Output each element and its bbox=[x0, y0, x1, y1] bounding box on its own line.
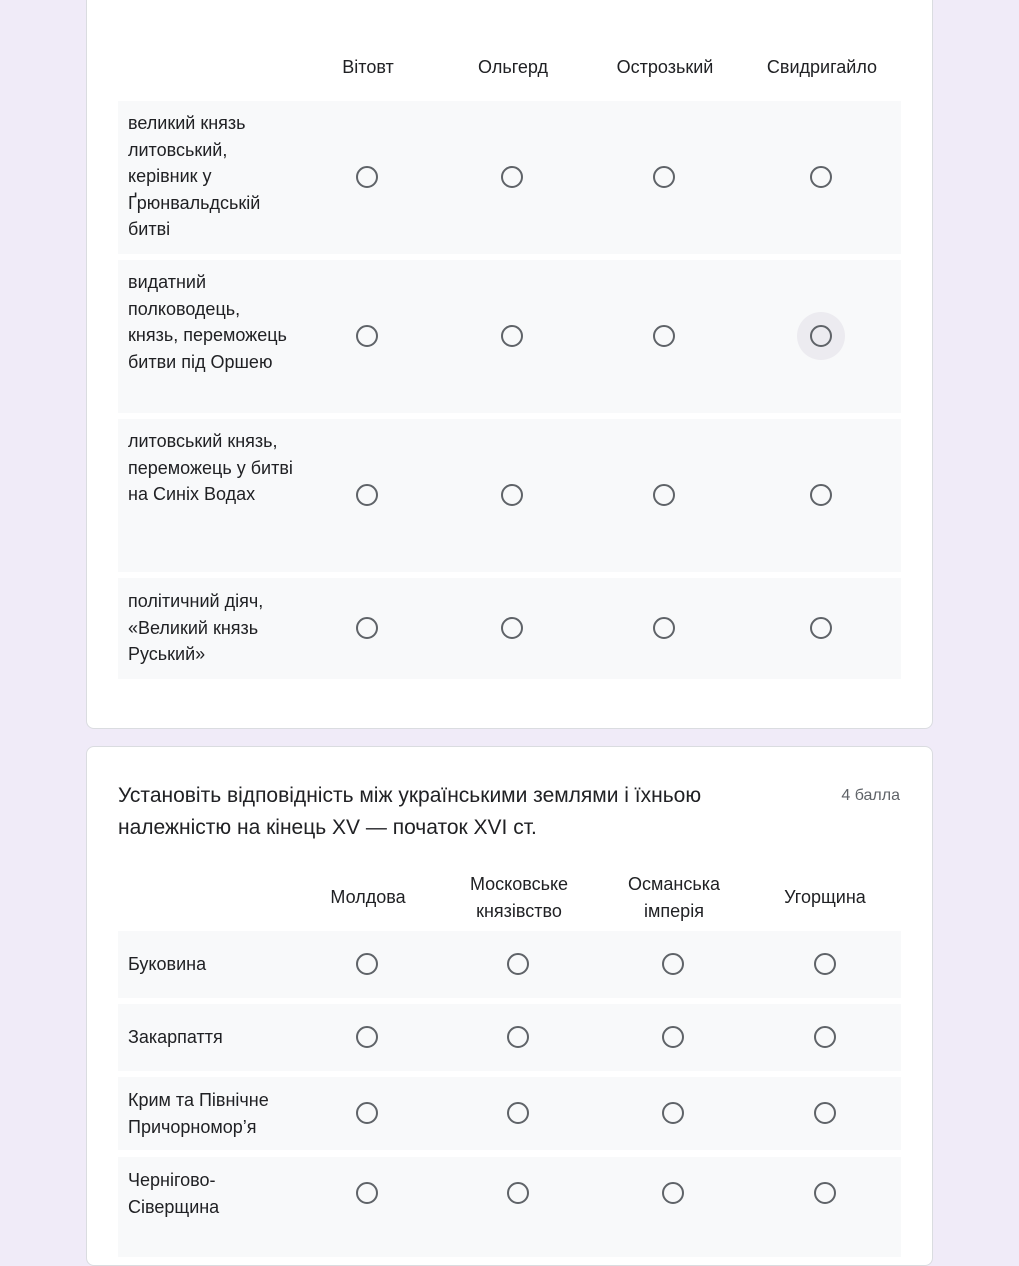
column-header: Угорщина bbox=[784, 887, 866, 907]
grid-row bbox=[118, 1004, 901, 1071]
radio-option[interactable] bbox=[653, 484, 675, 506]
column-header: Московське князівство bbox=[469, 874, 569, 921]
question-card-1 bbox=[86, 0, 933, 729]
grid-row bbox=[118, 260, 901, 413]
radio-option[interactable] bbox=[501, 166, 523, 188]
radio-option[interactable] bbox=[814, 953, 836, 975]
row-label: Крим та Північне Причорномор’я bbox=[128, 1090, 269, 1137]
row-label: Закарпаття bbox=[128, 1027, 223, 1047]
radio-option[interactable] bbox=[810, 617, 832, 639]
question-card-2 bbox=[86, 746, 933, 1266]
row-label: великий князь литовський, керівник у Ґрюнвальдській битві bbox=[128, 113, 261, 239]
radio-option[interactable] bbox=[662, 953, 684, 975]
radio-option[interactable] bbox=[501, 617, 523, 639]
grid-row bbox=[118, 1157, 901, 1257]
row-label: політичний діяч, «Великий князь Руський» bbox=[128, 591, 264, 664]
row-label: литовський князь, переможець у битві на Синіх Водах bbox=[128, 431, 293, 504]
row-label: видатний полководець, князь, переможець битви під Оршею bbox=[128, 272, 287, 372]
column-header: Острозький bbox=[616, 57, 714, 77]
column-header: Ольгерд bbox=[478, 57, 548, 77]
question-title: Установіть відповідність між українськими землями і їхньою належністю на кінець XV — початок XVI ст. bbox=[118, 784, 702, 839]
radio-option[interactable] bbox=[501, 325, 523, 347]
row-label: Буковина bbox=[128, 954, 207, 974]
points-label: 4 балла bbox=[841, 787, 900, 804]
radio-option[interactable] bbox=[810, 325, 832, 347]
radio-option[interactable] bbox=[356, 617, 378, 639]
column-header: Молдова bbox=[330, 887, 406, 907]
radio-option[interactable] bbox=[507, 1026, 529, 1048]
radio-option[interactable] bbox=[356, 1102, 378, 1124]
grid-row bbox=[118, 101, 901, 254]
column-header: Османська імперія bbox=[628, 874, 720, 921]
grid-row bbox=[118, 578, 901, 679]
radio-option[interactable] bbox=[814, 1026, 836, 1048]
radio-option[interactable] bbox=[810, 166, 832, 188]
radio-option[interactable] bbox=[507, 953, 529, 975]
radio-option[interactable] bbox=[356, 484, 378, 506]
radio-option[interactable] bbox=[356, 166, 378, 188]
row-label: Чернігово-Сіверщина bbox=[128, 1170, 220, 1217]
radio-option[interactable] bbox=[356, 953, 378, 975]
radio-option[interactable] bbox=[653, 166, 675, 188]
radio-option[interactable] bbox=[653, 617, 675, 639]
radio-option[interactable] bbox=[501, 484, 523, 506]
column-header: Свидригайло bbox=[766, 57, 878, 77]
column-header: Вітовт bbox=[342, 57, 394, 77]
radio-option[interactable] bbox=[662, 1102, 684, 1124]
grid-row bbox=[118, 419, 901, 572]
radio-option[interactable] bbox=[814, 1102, 836, 1124]
grid-row bbox=[118, 931, 901, 998]
grid-row bbox=[118, 1077, 901, 1150]
radio-option[interactable] bbox=[356, 1026, 378, 1048]
radio-option[interactable] bbox=[356, 325, 378, 347]
radio-option[interactable] bbox=[653, 325, 675, 347]
radio-option[interactable] bbox=[507, 1102, 529, 1124]
radio-option[interactable] bbox=[662, 1026, 684, 1048]
radio-option[interactable] bbox=[810, 484, 832, 506]
